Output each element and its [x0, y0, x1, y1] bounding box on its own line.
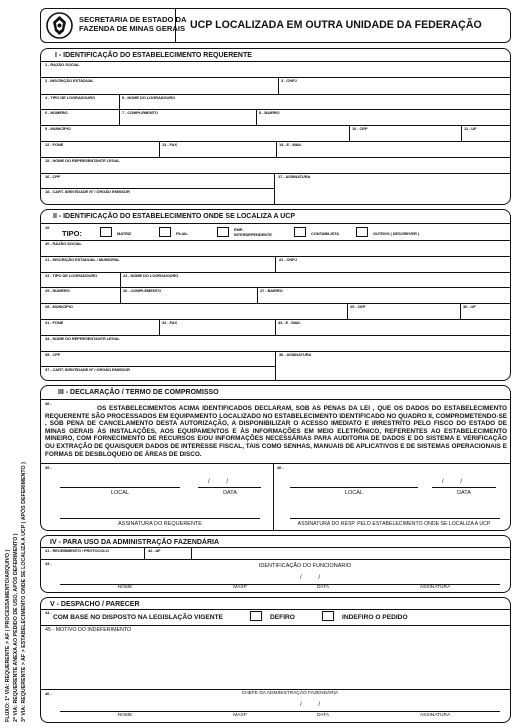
field-39-label: 39 - — [45, 465, 52, 470]
field-44-label: 44 - — [45, 610, 52, 615]
field-17-label: 17 - ASSINATURA — [278, 174, 311, 179]
field-8-label: 8 - BAIRRO — [259, 110, 280, 115]
side-flow-line3: 3ª VIA: REQUERENTE > AF > ESTABELECIMENTO ONDE SE LOCALIZA A UCP ( APÓS DEFERIMENTO ) — [21, 462, 27, 722]
contabilista-checkbox[interactable] — [294, 227, 306, 237]
field-13-label: 13 - FAX — [162, 142, 177, 147]
field-1-label: 1 - RAZÃO SOCIAL — [45, 62, 80, 67]
field-24-label: 24 - NOME DO LOGRADOURO — [123, 273, 179, 278]
filial-label: FILIAL — [176, 231, 188, 236]
emp-label-2: INTERDEPENDENTE — [234, 232, 272, 237]
field-22-label: 22 - CNPJ — [279, 257, 297, 262]
left-local-date-input[interactable] — [60, 475, 260, 487]
field-26-label: 26 - COMPLEMENTO — [123, 288, 161, 293]
section-4-title: IV - PARA USO DA ADMINISTRAÇÃO FAZENDÁRIA — [50, 539, 220, 546]
chefe-label: CHEFE DA ADMINISTRAÇÃO FAZENDÁRIA — [241, 691, 339, 696]
field-32-label: 32 - FAX — [162, 320, 177, 325]
coat-of-arms-logo — [45, 11, 74, 40]
field-37-label: 37 - CART. IDENTIDADE Nº / ÓRGÃO EMISSOR — [45, 367, 130, 372]
chefe-assinatura-label: ASSINATURA — [419, 713, 451, 718]
outros-label: OUTROS ( DESCREVER ) — [373, 231, 420, 236]
right-local-label: LOCAL — [344, 490, 364, 496]
field-28-input[interactable] — [45, 308, 343, 318]
form-title: UCP LOCALIZADA EM OUTRA UNIDADE DA FEDERAÇÃO — [190, 19, 482, 31]
employee-data-label: DATA — [316, 585, 330, 590]
field-21-label: 21 - INSCRIÇÃO ESTADUAL / MUNICIPAL — [45, 257, 120, 262]
requester-signature-area[interactable] — [60, 500, 260, 518]
com-base-label: COM BASE NO DISPOSTO NA LEGISLAÇÃO VIGENTE — [53, 614, 223, 621]
field-10-label: 10 - CEP — [352, 126, 368, 131]
section-5-title: V - DESPACHO / PARECER — [50, 601, 140, 608]
field-33-label: 33 - E - MAIL — [278, 320, 301, 325]
section-1-title: I - IDENTIFICAÇÃO DO ESTABELECIMENTO REQUERENTE — [55, 52, 252, 59]
field-22-input[interactable] — [279, 261, 506, 271]
field-24-input[interactable] — [123, 277, 506, 287]
field-3-label: 3 - CNPJ — [281, 78, 297, 83]
field-4-label: 4 - TIPO DE LOGRADOURO — [45, 95, 96, 100]
field-5-input[interactable] — [122, 99, 506, 109]
section-2-title: II - IDENTIFICAÇÃO DO ESTABELECIMENTO ONDE SE LOCALIZA A UCP — [53, 213, 296, 220]
field-17-input[interactable] — [278, 178, 506, 202]
field-42-label: 42 - AF — [148, 548, 161, 553]
section-3-title: III - DECLARAÇÃO / TERMO DE COMPROMISSO — [58, 389, 219, 396]
field-14-label: 14 - E - MAIL — [279, 142, 302, 147]
field-23-label: 23 - TIPO DE LOGRADOURO — [45, 273, 98, 278]
field-30-label: 30 - UF — [463, 304, 476, 309]
field-11-label: 11 - UF — [464, 126, 477, 131]
field-18-input[interactable] — [45, 193, 270, 203]
side-flow-line1: FLUXO: 1ª VIA: REQUERENTE > AF ( PROCESSAMENTO/ARQUIVO ) — [5, 549, 11, 722]
right-date-slashes: / / — [442, 479, 463, 485]
field-6-label: 6 - NÚMERO — [45, 110, 68, 115]
field-31-label: 31 - FONE — [45, 320, 64, 325]
field-30-input[interactable] — [463, 308, 506, 318]
field-25-input[interactable] — [45, 292, 115, 302]
field-15-input[interactable] — [45, 162, 505, 172]
field-35-input[interactable] — [45, 356, 270, 366]
responsible-signature-area[interactable] — [290, 500, 500, 518]
chefe-masp-label: MASP — [233, 713, 247, 718]
field-45-label: 45 - MOTIVO DO INDEFERIMENTO — [45, 627, 132, 633]
employee-identification-label: IDENTIFICAÇÃO DO FUNCIONÁRIO — [258, 563, 352, 569]
defiro-label: DEFIRO — [270, 614, 295, 621]
matriz-label: MATRIZ — [117, 231, 132, 236]
employee-nome-input[interactable] — [60, 573, 195, 584]
field-27-label: 27 - BAIRRO — [260, 288, 283, 293]
field-4-input[interactable] — [45, 99, 115, 109]
field-28-label: 28 - MUNICÍPIO — [45, 304, 73, 309]
outros-checkbox[interactable] — [356, 227, 368, 237]
right-local-date-input[interactable] — [290, 475, 500, 487]
matriz-checkbox[interactable] — [100, 227, 112, 237]
left-local-label: LOCAL — [110, 490, 130, 496]
field-2-label: 2 - INSCRIÇÃO ESTADUAL — [45, 78, 94, 83]
contabilista-label: CONTABILISTA — [311, 231, 339, 236]
requester-signature-label: ASSINATURA DO REQUERENTE — [118, 521, 202, 527]
right-date-label: DATA — [457, 490, 471, 496]
agency-name-line2: FAZENDA DE MINAS GERAIS — [79, 24, 186, 33]
field-37-input[interactable] — [45, 371, 270, 380]
field-7-input[interactable] — [122, 114, 252, 124]
emp-label-1: EMP. — [234, 227, 243, 232]
field-32-input[interactable] — [162, 324, 272, 334]
field-23-input[interactable] — [45, 277, 115, 287]
field-26-input[interactable] — [123, 292, 253, 302]
field-43-label: 43 - — [45, 561, 52, 566]
field-2-input[interactable] — [45, 82, 275, 92]
field-19-label: 19 — [45, 225, 50, 230]
field-40-label: 40 - — [277, 465, 284, 470]
employee-assinatura-label: ASSINATURA — [419, 585, 451, 590]
emp-interdependente-checkbox[interactable] — [217, 227, 229, 237]
indefiro-checkbox[interactable] — [322, 611, 334, 621]
field-34-label: 34 - NOME DO REPRESENTANTE LEGAL — [45, 336, 120, 341]
field-33-input[interactable] — [278, 324, 506, 334]
field-13-input[interactable] — [162, 146, 272, 156]
defiro-checkbox[interactable] — [250, 611, 262, 621]
field-27-input[interactable] — [260, 292, 506, 302]
left-date-label: DATA — [223, 490, 237, 496]
field-41-label: 41 - RECEBIMENTO / PROTOCOLO — [45, 548, 109, 553]
field-21-input[interactable] — [45, 261, 270, 271]
field-16-input[interactable] — [45, 178, 270, 188]
tipo-label: TIPO: — [62, 229, 82, 238]
field-6-input[interactable] — [45, 114, 115, 124]
declaration-text: OS ESTABELECIMENTOS ACIMA IDENTIFICADOS DECLARAM, SOB AS PENAS DA LEI , QUE OS DADOS DO ESTABELECIMENTO REQUERENTE SÃO PROCESSADOS EM EQUIPAMENTO LOCALIZADO NO ESTABELECIMENTO IDENTIFICADO NO QUADRO II, COMPROMETENDO-SE , SOB PENA DE CANCELAMENTO DESTA AUTORIZAÇÃO, A DISPONIBILIZAR O ACESSO IMEDIATO E IRRESTRITO PELO FISCO DO ESTADO DE MINAS GERAIS ÀS INSTALAÇÕES, AOS EQUIPAMENTOS E ÀS INFORMAÇÕES EM MEIO ELETRÔNICO, REFERENTES AO ESTABELECIMENTO MINEIRO, COM FORNECIMENTO DE RECURSOS E/OU INFORMAÇÕES NECESSÁRIAS PARA AUDITORIA DE DADOS E DO SISTEMA E VERIFICAÇÃO OU EXTRAÇÃO DE QUAISQUER DADOS DE INTERESSE FISCAL, TAIS COMO SENHAS, MANUAIS DE APLICATIVOS E DE SISTEMAS OPERACIONAIS E FORMAS DE DESBLOQUEIO DE ÁREAS DE DISCO. — [45, 405, 507, 458]
field-34-input[interactable] — [45, 340, 505, 350]
field-9-label: 9 - MUNICÍPIO — [45, 126, 71, 131]
field-25-label: 25 - NÚMERO — [45, 288, 70, 293]
chefe-date-slashes: / / — [300, 702, 321, 708]
field-35-label: 35 - CPF — [45, 352, 61, 357]
field-31-input[interactable] — [45, 324, 155, 334]
field-12-label: 12 - FONE — [45, 142, 64, 147]
chefe-assinatura-input[interactable] — [375, 699, 500, 711]
employee-nome-label: NOME — [117, 585, 133, 590]
field-10-input[interactable] — [352, 130, 457, 140]
field-15-label: 15 - NOME DO REPRESENTANTE LEGAL — [45, 158, 120, 163]
field-20-input[interactable] — [45, 245, 505, 255]
agency-name-line1: SECRETARIA DE ESTADO DA — [79, 15, 187, 24]
employee-masp-input[interactable] — [205, 573, 265, 584]
field-38-label: 38 - — [45, 401, 52, 406]
field-20-label: 20 - RAZÃO SOCIAL — [45, 241, 82, 246]
field-1-input[interactable] — [45, 66, 505, 76]
field-36-label: 36 - ASSINATURA — [279, 352, 312, 357]
employee-date-slashes: / / — [300, 575, 321, 581]
field-11-input[interactable] — [464, 130, 506, 140]
field-18-label: 18 - CART. IDENTIDADE Nº / ÓRGÃO EMISSOR — [45, 189, 130, 194]
field-7-label: 7 - COMPLEMENTO — [122, 110, 158, 115]
responsible-signature-label: ASSINATURA DO RESP. PELO ESTABELECIMENTO ONDE SE LOCALIZA A UCP — [297, 521, 491, 527]
field-14-input[interactable] — [279, 146, 506, 156]
field-12-input[interactable] — [45, 146, 155, 156]
employee-masp-label: MASP — [233, 585, 247, 590]
field-8-input[interactable] — [259, 114, 506, 124]
chefe-nome-label: NOME — [117, 713, 133, 718]
field-29-label: 29 - CEP — [350, 304, 366, 309]
left-date-slashes: / / — [208, 479, 229, 485]
side-flow-line2: 2ª VIA: REQUERENTE ANEXA AO PEDIDO DE USO, APÓS DEFERIMENTO ) — [13, 533, 19, 722]
motivo-indeferimento-input[interactable] — [45, 634, 507, 688]
field-16-label: 16 - CPF — [45, 174, 61, 179]
chefe-nome-input[interactable] — [60, 699, 195, 711]
field-5-label: 5 - NOME DO LOGRADOURO — [122, 95, 176, 100]
field-36-input[interactable] — [279, 356, 506, 378]
employee-assinatura-input[interactable] — [375, 573, 500, 584]
indefiro-label: INDEFIRO O PEDIDO — [342, 614, 408, 621]
chefe-masp-input[interactable] — [205, 699, 265, 711]
field-29-input[interactable] — [350, 308, 455, 318]
filial-checkbox[interactable] — [159, 227, 171, 237]
field-3-input[interactable] — [281, 82, 506, 92]
field-46-label: 46 - — [45, 691, 52, 696]
chefe-data-label: DATA — [316, 713, 330, 718]
field-9-input[interactable] — [45, 130, 345, 140]
